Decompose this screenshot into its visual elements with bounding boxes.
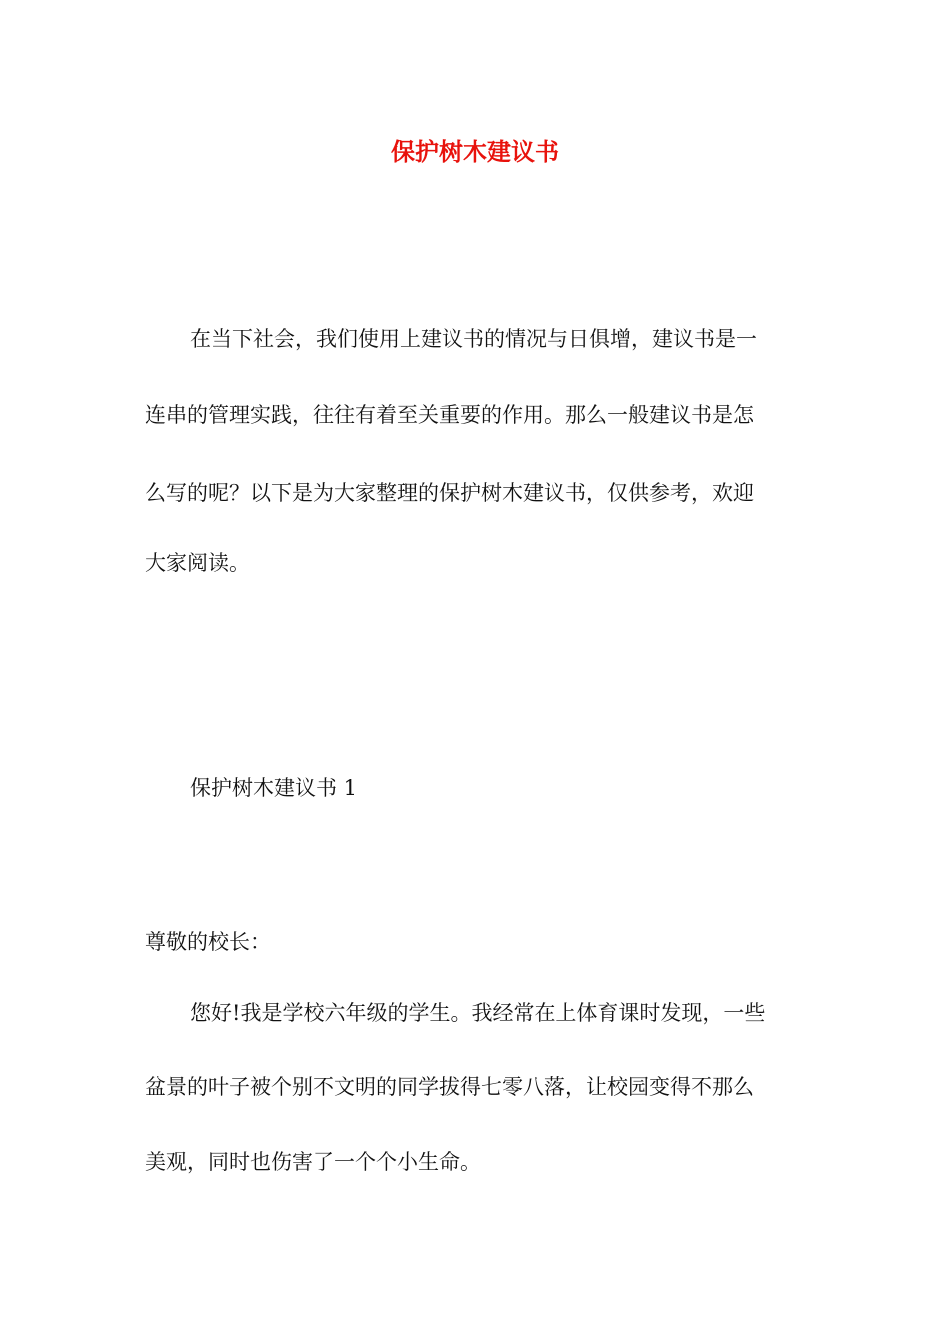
intro-line: 在当下社会，我们使用上建议书的情况与日俱增，建议书是一: [190, 327, 757, 351]
salutation: 尊敬的校长：: [145, 930, 271, 954]
body-line: 美观，同时也伤害了一个个小生命。: [145, 1150, 481, 1174]
intro-line: 连串的管理实践，往往有着至关重要的作用。那么一般建议书是怎: [145, 403, 754, 427]
section-heading: 保护树木建议书 1: [190, 776, 358, 800]
document-title: 保护树木建议书: [391, 137, 559, 166]
intro-line: 大家阅读。: [145, 551, 250, 575]
body-line: 盆景的叶子被个别不文明的同学拔得七零八落，让校园变得不那么: [145, 1075, 754, 1099]
intro-line: 么写的呢？以下是为大家整理的保护树木建议书，仅供参考，欢迎: [145, 481, 754, 505]
body-line: 您好!我是学校六年级的学生。我经常在上体育课时发现，一些: [190, 1001, 766, 1025]
